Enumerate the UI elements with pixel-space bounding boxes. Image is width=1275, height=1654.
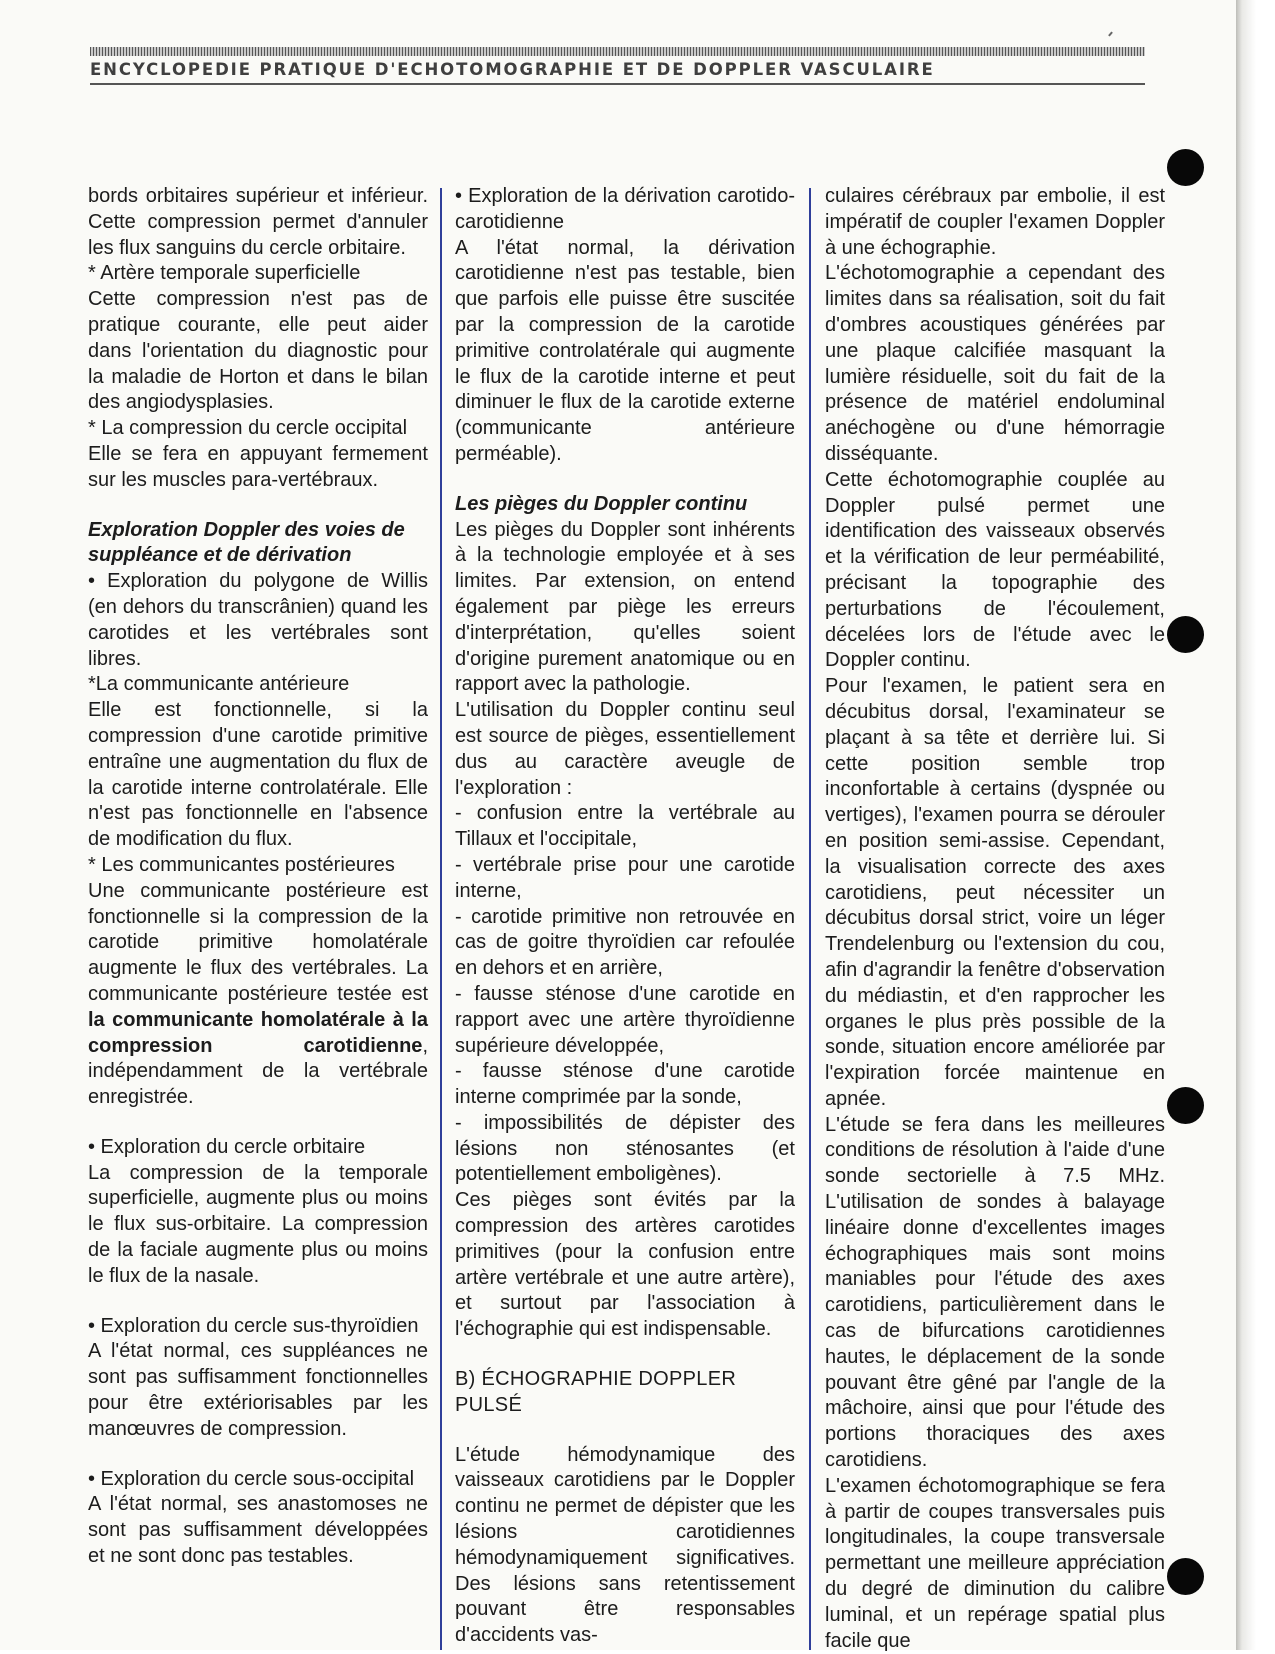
header-rule (90, 83, 1145, 85)
column-1 (88, 184, 428, 1570)
paragraph: L'examen échotomographique se fera à partir de coupes transversales puis longitudinales, la coupe transversale permettant une meilleure appréciation du degré de diminution du calibre luminal, et un repérage spatial plus facile que (825, 1474, 1165, 1652)
column-2 (455, 184, 795, 1649)
running-header: ENCYCLOPEDIE PRATIQUE D'ECHOTOMOGRAPHIE ET DE DOPPLER VASCULAIRE (90, 60, 935, 79)
spacer (455, 1343, 795, 1367)
paragraph: La compression de la temporale superficielle, augmente plus ou moins le flux sus-orbitaire. La compression de la faciale augmente plus ou moins le flux de la nasale. (88, 1161, 428, 1287)
section-heading: Exploration Doppler des voies de suppléance et de dérivation (88, 518, 405, 567)
column-divider-1 (440, 188, 442, 1650)
bold-emphasis: la communicante homolatérale à la compression carotidienne (88, 1008, 428, 1057)
list-item: - vertébrale prise pour une carotide interne, (455, 853, 795, 902)
list-item: - impossibilités de dépister des lésions non sténosantes (et potentiellement emboligènes). (455, 1111, 795, 1186)
list-item: - fausse sténose d'une carotide en rapport avec une artère thyroïdienne supérieure développée, (455, 982, 795, 1057)
subheading: *La communicante antérieure (88, 673, 350, 696)
paragraph: • Exploration du polygone de Willis (en dehors du transcrânien) quand les carotides et les vertébrales sont libres. (88, 570, 428, 670)
bullet-item: • Exploration du cercle sous-occipital (88, 1467, 415, 1490)
paragraph: bords orbitaires supérieur et inférieur. Cette compression permet d'annuler les flux sanguins du cercle orbitaire. (88, 185, 428, 259)
binder-hole (1167, 149, 1204, 186)
paragraph: L'utilisation du Doppler continu seul est source de pièges, essentiellement dus au caractère aveugle de l'exploration : (455, 699, 795, 799)
paragraph: L'échotomographie a cependant des limites dans sa réalisation, soit du fait d'ombres acoustiques générées par une plaque calcifiée masquant la lumière résiduelle, soit du fait de la présence de matériel endoluminal anéchogène ou d'une hémorragie disséquante. (825, 262, 1165, 465)
header-stripe (90, 47, 1145, 56)
section-title: B) ÉCHOGRAPHIE DOPPLER PULSÉ (455, 1368, 737, 1416)
paragraph: A l'état normal, la dérivation carotidienne n'est pas testable, bien que parfois elle puisse être suscitée par la compression de la carotide primitive controlatérale qui augmente le flux de la carotide interne et peut diminuer le flux de la carotide externe (communicante antérieure perméable). (455, 236, 795, 465)
paragraph: A l'état normal, ses anastomoses ne sont pas suffisamment développées et ne sont donc pas testables. (88, 1493, 428, 1568)
paragraph: culaires cérébraux par embolie, il est impératif de coupler l'examen Doppler à une échographie. (825, 185, 1165, 259)
subheading: * Artère temporale superficielle (88, 262, 361, 285)
spacer (88, 1443, 428, 1467)
spacer (455, 468, 795, 492)
paragraph: L'étude se fera dans les meilleures conditions de résolution à l'aide d'une sonde sectorielle à 7.5 MHz. L'utilisation de sondes à balayage linéaire donne d'excellentes images échographiques mais sont moins maniables pour l'étude des axes carotidiens, particulièrement dans le cas de bifurcations carotidiennes hautes, le déplacement de la sonde pouvant être gêné par l'angle de la mâchoire, ainsi que pour l'étude des portions thoraciques des axes carotidiens. (825, 1113, 1165, 1472)
paragraph-text: , indépendamment de la vertébrale enregistrée. (88, 1034, 428, 1109)
section-heading: Les pièges du Doppler continu (455, 492, 748, 515)
paragraph: Ces pièges sont évités par la compression des artères carotides primitives (pour la confusion entre artère vertébrale et une autre artère), et surtout par l'association à l'échographie qui est indispensable. (455, 1189, 795, 1341)
paragraph: Cette compression n'est pas de pratique courante, elle peut aider dans l'orientation du diagnostic pour la maladie de Horton et dans le bilan des angiodysplasies. (88, 288, 428, 414)
spacer (88, 1290, 428, 1314)
paragraph: L'étude hémodynamique des vaisseaux carotidiens par le Doppler continu ne permet de dépister que les lésions carotidiennes hémodynamiquement significatives. Des lésions sans retentissement pouvant être responsables d'accidents vas- (455, 1443, 795, 1647)
bullet-item: • Exploration de la dérivation carotido-carotidienne (455, 185, 795, 233)
column-divider-2 (809, 188, 811, 1650)
binder-hole (1167, 616, 1204, 653)
paragraph: Les pièges du Doppler sont inhérents à la technologie employée et à ses limites. Par extension, on entend également par piège les erreurs d'interprétation, qu'elles soient d'origine purement anatomique ou en rapport avec la pathologie. (455, 518, 795, 696)
paragraph (88, 879, 428, 1111)
subheading: * La compression du cercle occipital (88, 417, 408, 440)
list-item: - confusion entre la vertébrale au Tillaux et l'occipitale, (455, 802, 795, 851)
paragraph: Pour l'examen, le patient sera en décubitus dorsal, l'examinateur se plaçant à sa tête et derrière lui. Si cette position semble trop inconfortable à certains (dyspnée ou vertiges), l'examen pourra se dérouler en position semi-assise. Cependant, la visualisation correcte des axes carotidiens, peut nécessiter un décubitus dorsal strict, voire un léger Trendelenburg ou l'extension du cou, afin d'agrandir la fenêtre d'observation du médiastin, et d'en rapprocher les organes le plus près possible de la sonde, situation encore améliorée par l'expiration forcée maintenue en apnée. (825, 675, 1165, 1110)
paragraph-text: Une communicante postérieure est fonctionnelle si la compression de la carotide primitive homolatérale augmente le flux des vertébrales. La communicante postérieure testée est (88, 879, 428, 1005)
spacer (88, 494, 428, 518)
binder-hole (1167, 1087, 1204, 1124)
paragraph: Cette échotomographie couplée au Doppler pulsé permet une identification des vaisseaux observés et la vérification de leur perméabilité, précisant la topographie des perturbations de l'écoulement, décelées lors de l'étude avec le Doppler continu. (825, 468, 1165, 672)
bullet-item: • Exploration du cercle sus-thyroïdien (88, 1314, 419, 1337)
spacer (88, 1111, 428, 1135)
paragraph: Elle se fera en appuyant fermement sur les muscles para-vertébraux. (88, 442, 428, 491)
binder-hole (1167, 1558, 1204, 1595)
paragraph: Elle est fonctionnelle, si la compression d'une carotide primitive entraîne une augmentation du flux de la carotide interne controlatérale. Elle n'est pas fonctionnelle en l'absence de modification du flux. (88, 699, 428, 851)
page-edge-shadow (1236, 0, 1275, 1650)
list-item: - fausse sténose d'une carotide interne comprimée par la sonde, (455, 1060, 795, 1109)
paragraph: A l'état normal, ces suppléances ne sont pas suffisamment fonctionnelles pour être extériorisables par les manœuvres de compression. (88, 1340, 428, 1440)
list-item: - carotide primitive non retrouvée en cas de goitre thyroïdien car refoulée en dehors et en arrière, (455, 905, 795, 980)
bullet-item: • Exploration du cercle orbitaire (88, 1135, 366, 1158)
spacer (455, 1419, 795, 1443)
column-3 (825, 184, 1165, 1654)
subheading: * Les communicantes postérieures (88, 853, 395, 876)
